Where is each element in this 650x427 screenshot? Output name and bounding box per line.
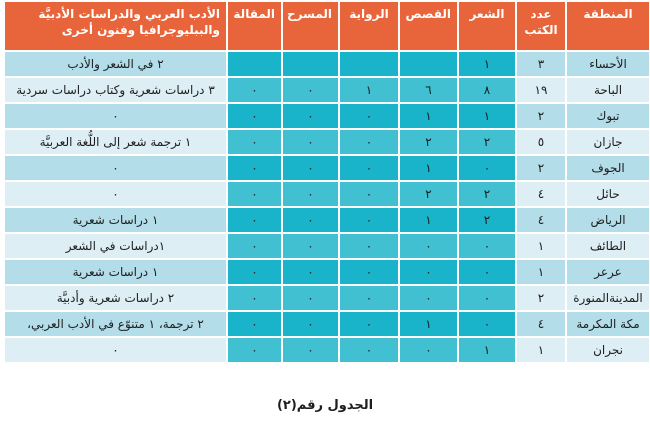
cell-literature-studies: ٢ دراسات شعرية وأدبيَّة <box>5 286 226 310</box>
cell-novel: ٠ <box>340 156 398 180</box>
header-stories: القصص <box>400 2 457 50</box>
cell-theater: ٠ <box>283 104 338 128</box>
cell-stories: ٦ <box>400 78 457 102</box>
table-row <box>5 338 649 362</box>
cell-literature-studies: ١ دراسات شعرية <box>5 208 226 232</box>
cell-region: الأحساء <box>567 52 649 76</box>
cell-theater: ٠ <box>283 312 338 336</box>
cell-article: ٠ <box>228 234 281 258</box>
header-poetry: الشعر <box>459 2 515 50</box>
books-by-region-table <box>3 0 650 364</box>
cell-poetry: ١ <box>459 52 515 76</box>
table-row <box>5 286 649 310</box>
cell-stories <box>400 52 457 76</box>
cell-region: الباحة <box>567 78 649 102</box>
cell-theater: ٠ <box>283 182 338 206</box>
cell-article: ٠ <box>228 338 281 362</box>
cell-article <box>228 52 281 76</box>
cell-novel <box>340 52 398 76</box>
cell-novel: ٠ <box>340 260 398 284</box>
cell-region: عرعر <box>567 260 649 284</box>
cell-stories: ٠ <box>400 234 457 258</box>
cell-theater: ٠ <box>283 156 338 180</box>
cell-literature-studies: ٠ <box>5 156 226 180</box>
cell-region: الرياض <box>567 208 649 232</box>
cell-book-count: ١ <box>517 260 565 284</box>
cell-stories: ١ <box>400 156 457 180</box>
cell-book-count: ٤ <box>517 312 565 336</box>
cell-region: الطائف <box>567 234 649 258</box>
cell-literature-studies: ٠ <box>5 104 226 128</box>
cell-article: ٠ <box>228 78 281 102</box>
cell-literature-studies: ١ ترجمة شعر إلى اللُّغة العربيَّة <box>5 130 226 154</box>
cell-region: تبوك <box>567 104 649 128</box>
cell-novel: ٠ <box>340 182 398 206</box>
cell-book-count: ٢ <box>517 104 565 128</box>
cell-article: ٠ <box>228 260 281 284</box>
cell-theater <box>283 52 338 76</box>
cell-poetry: ٠ <box>459 234 515 258</box>
cell-poetry: ٢ <box>459 208 515 232</box>
table-row <box>5 208 649 232</box>
cell-book-count: ١ <box>517 338 565 362</box>
cell-literature-studies: ٠ <box>5 182 226 206</box>
header-book-count: عدد الكتب <box>517 2 565 50</box>
table-caption: الجدول رقم(٢) <box>276 398 374 413</box>
cell-novel: ٠ <box>340 234 398 258</box>
cell-poetry: ٠ <box>459 286 515 310</box>
cell-poetry: ٨ <box>459 78 515 102</box>
cell-region: حائل <box>567 182 649 206</box>
cell-stories: ٠ <box>400 338 457 362</box>
cell-article: ٠ <box>228 130 281 154</box>
cell-stories: ٢ <box>400 182 457 206</box>
cell-theater: ٠ <box>283 234 338 258</box>
cell-article: ٠ <box>228 286 281 310</box>
cell-theater: ٠ <box>283 260 338 284</box>
header-theater: المسرح <box>283 2 338 50</box>
header-literature-studies: الأدب العربي والدراسات الأدبيَّة والببليوجرافيا وفنون أخرى <box>5 2 226 50</box>
header-article: المقالة <box>228 2 281 50</box>
cell-stories: ٠ <box>400 260 457 284</box>
cell-article: ٠ <box>228 182 281 206</box>
cell-poetry: ٢ <box>459 130 515 154</box>
cell-region: نجران <box>567 338 649 362</box>
cell-book-count: ٥ <box>517 130 565 154</box>
header-row <box>5 2 649 50</box>
cell-region: الجوف <box>567 156 649 180</box>
cell-stories: ٠ <box>400 286 457 310</box>
cell-literature-studies: ١دراسات في الشعر <box>5 234 226 258</box>
cell-literature-studies: ١ دراسات شعرية <box>5 260 226 284</box>
table-row <box>5 156 649 180</box>
cell-book-count: ١٩ <box>517 78 565 102</box>
table-row <box>5 78 649 102</box>
cell-article: ٠ <box>228 156 281 180</box>
cell-literature-studies: ٠ <box>5 338 226 362</box>
cell-theater: ٠ <box>283 338 338 362</box>
cell-stories: ١ <box>400 312 457 336</box>
cell-stories: ١ <box>400 104 457 128</box>
header-novel: الرواية <box>340 2 398 50</box>
cell-region: مكة المكرمة <box>567 312 649 336</box>
cell-theater: ٠ <box>283 208 338 232</box>
cell-novel: ٠ <box>340 312 398 336</box>
cell-book-count: ٢ <box>517 286 565 310</box>
cell-literature-studies: ٢ ترجمة، ١ متنوّع في الأدب العربي، <box>5 312 226 336</box>
cell-poetry: ١ <box>459 104 515 128</box>
cell-book-count: ٣ <box>517 52 565 76</box>
cell-poetry: ٠ <box>459 312 515 336</box>
cell-article: ٠ <box>228 104 281 128</box>
cell-novel: ٠ <box>340 208 398 232</box>
cell-novel: ١ <box>340 78 398 102</box>
table-row <box>5 260 649 284</box>
cell-poetry: ١ <box>459 338 515 362</box>
cell-novel: ٠ <box>340 286 398 310</box>
cell-region: جازان <box>567 130 649 154</box>
cell-article: ٠ <box>228 208 281 232</box>
cell-theater: ٠ <box>283 78 338 102</box>
cell-book-count: ٤ <box>517 208 565 232</box>
cell-literature-studies: ٢ في الشعر والأدب <box>5 52 226 76</box>
table-row <box>5 182 649 206</box>
cell-book-count: ١ <box>517 234 565 258</box>
cell-stories: ٢ <box>400 130 457 154</box>
cell-poetry: ٠ <box>459 260 515 284</box>
table-row <box>5 312 649 336</box>
cell-literature-studies: ٣ دراسات شعرية وكتاب دراسات سردية <box>5 78 226 102</box>
table-row <box>5 52 649 76</box>
table-row <box>5 104 649 128</box>
table-row <box>5 234 649 258</box>
table-row <box>5 130 649 154</box>
cell-article: ٠ <box>228 312 281 336</box>
cell-book-count: ٤ <box>517 182 565 206</box>
cell-novel: ٠ <box>340 104 398 128</box>
header-region: المنطقة <box>567 2 649 50</box>
cell-novel: ٠ <box>340 338 398 362</box>
cell-novel: ٠ <box>340 130 398 154</box>
cell-poetry: ٠ <box>459 156 515 180</box>
cell-region: المدينةالمنورة <box>567 286 649 310</box>
cell-book-count: ٢ <box>517 156 565 180</box>
cell-poetry: ٢ <box>459 182 515 206</box>
cell-theater: ٠ <box>283 130 338 154</box>
cell-theater: ٠ <box>283 286 338 310</box>
cell-stories: ١ <box>400 208 457 232</box>
